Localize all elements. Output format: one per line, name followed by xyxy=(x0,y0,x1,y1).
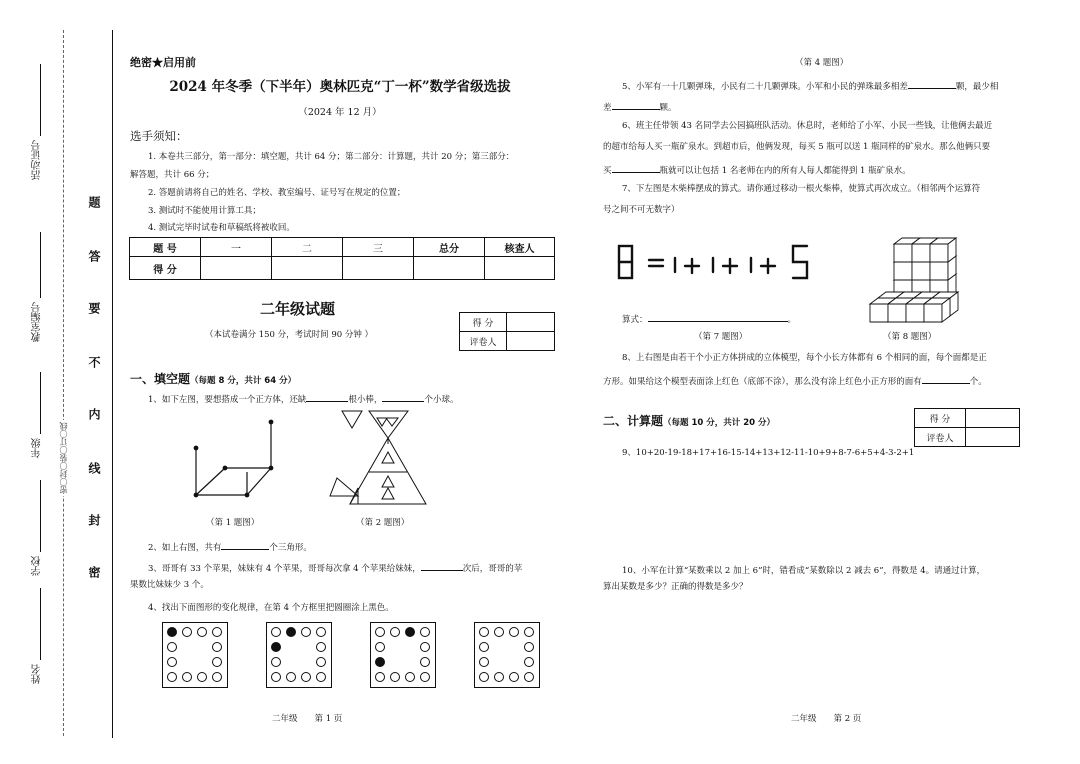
pattern-box xyxy=(162,622,228,688)
score-cell[interactable] xyxy=(272,257,343,280)
score-header-cell: 核查人 xyxy=(485,238,555,257)
score-header-cell: 一 xyxy=(201,238,272,257)
q2-text-b: 个三角形。 xyxy=(269,543,312,553)
score-row-label: 得 分 xyxy=(130,257,201,280)
q8-text-c: 个。 xyxy=(969,377,987,387)
score-header-cell: 总分 xyxy=(414,238,485,257)
formula-blank[interactable] xyxy=(648,312,788,322)
notice-title: 选手须知： xyxy=(130,129,188,143)
empty-circle xyxy=(316,672,326,682)
grade-line xyxy=(40,372,41,434)
q8-blank[interactable] xyxy=(922,374,970,384)
question-2 xyxy=(148,540,312,554)
paper-title: 二年级试题 xyxy=(260,300,336,318)
room-line xyxy=(40,232,41,298)
pattern-box xyxy=(266,622,332,688)
empty-circle xyxy=(420,642,430,652)
empty-circle xyxy=(212,672,222,682)
empty-circle[interactable] xyxy=(479,672,489,682)
school-label: 学校 xyxy=(32,556,43,576)
q3-text-b: 次后，哥哥的苹 xyxy=(462,564,523,574)
figure-8-cube-model xyxy=(866,236,966,328)
filled-circle xyxy=(167,627,177,637)
empty-circle xyxy=(197,672,207,682)
figure-1-sticks xyxy=(185,410,285,505)
q1-blank-2[interactable] xyxy=(382,392,424,402)
score-cell[interactable] xyxy=(414,257,485,280)
grader-score-label-2: 得 分 xyxy=(915,409,966,428)
empty-circle xyxy=(212,642,222,652)
page-2-footer: 二年级 第 2 页 xyxy=(791,714,862,724)
notice-1b: 解答题，共计 66 分； xyxy=(130,170,215,180)
empty-circle xyxy=(182,672,192,682)
secret-mark: 绝密★启用前 xyxy=(130,56,196,69)
no-answer-char-5: 内 xyxy=(87,408,101,420)
page-1-footer: 二年级 第 1 页 xyxy=(272,714,343,724)
empty-circle xyxy=(167,672,177,682)
question-6-line3 xyxy=(603,163,911,177)
room-label: 教室编号 xyxy=(32,302,43,342)
margin-divider xyxy=(112,30,113,738)
no-answer-char-7: 封 xyxy=(87,514,101,526)
q1-blank-1[interactable] xyxy=(306,392,348,402)
figure-4-caption: （第 4 题图） xyxy=(795,58,849,68)
q2-blank[interactable] xyxy=(221,540,269,550)
q5-blank-2[interactable] xyxy=(612,100,660,110)
empty-circle xyxy=(375,627,385,637)
empty-circle xyxy=(182,627,192,637)
q1-text-a: 1、如下左图，要想搭成一个正方体，还缺 xyxy=(148,395,307,405)
formula-line: 算式： 。 xyxy=(622,312,796,326)
question-4: 4、找出下面图形的变化规律，在第 4 个方框里把圆圈涂上黑色。 xyxy=(148,603,394,613)
figure-7-matchsticks xyxy=(615,242,815,284)
no-answer-char-1: 题 xyxy=(87,196,101,208)
q5-text-a: 5、小军有一十几颗弹珠，小民有二十几颗弹珠。小军和小民的弹珠最多相差 xyxy=(622,82,908,92)
question-7: 7、下左图是木柴棒摆成的算式。请你通过移动一根火柴棒，使算式再次成立。（相邻两个运算符 xyxy=(622,184,981,194)
empty-circle[interactable] xyxy=(509,672,519,682)
empty-circle xyxy=(375,642,385,652)
empty-circle xyxy=(420,627,430,637)
section1-heading xyxy=(130,370,296,387)
small-cube xyxy=(924,298,950,322)
empty-circle xyxy=(212,627,222,637)
empty-circle[interactable] xyxy=(524,627,534,637)
empty-circle[interactable] xyxy=(479,657,489,667)
grader-name-cell[interactable] xyxy=(507,332,555,351)
seal-line-text: 密〇封〇装〇订〇线 xyxy=(59,422,68,494)
empty-circle xyxy=(271,657,281,667)
figure-2-caption: （第 2 题图） xyxy=(356,518,410,528)
paper-subtitle: （本试卷满分 150 分，考试时间 90 分钟 ） xyxy=(205,330,374,340)
cert-label: 活动证号 xyxy=(32,140,43,180)
q1-text-b: 根小棒， xyxy=(348,395,383,405)
empty-circle xyxy=(375,672,385,682)
grader-box-2 xyxy=(914,408,1020,447)
figure-7-caption: （第 7 题图） xyxy=(694,332,748,342)
grade-label: 年级 xyxy=(32,438,43,458)
empty-circle[interactable] xyxy=(524,642,534,652)
figure-1-caption: （第 1 题图） xyxy=(206,518,260,528)
no-answer-char-8: 密 xyxy=(87,566,101,578)
empty-circle xyxy=(316,642,326,652)
section2-title: 二、计算题 xyxy=(603,414,664,428)
pattern-box xyxy=(370,622,436,688)
filled-circle xyxy=(286,627,296,637)
score-header-cell: 题 号 xyxy=(130,238,201,257)
empty-circle xyxy=(167,657,177,667)
grader-name-label-2: 评卷人 xyxy=(915,428,966,447)
q5-text-d: 颗。 xyxy=(659,103,677,113)
empty-circle xyxy=(286,672,296,682)
no-answer-char-6: 线 xyxy=(87,462,101,474)
empty-circle xyxy=(271,627,281,637)
q1-text-c: 个小球。 xyxy=(424,395,459,405)
empty-circle[interactable] xyxy=(494,672,504,682)
empty-circle xyxy=(390,627,400,637)
score-header-cell: 二 xyxy=(272,238,343,257)
empty-circle xyxy=(316,627,326,637)
name-line xyxy=(40,588,41,660)
name-field xyxy=(30,664,45,684)
grader-score-cell[interactable] xyxy=(507,313,555,332)
empty-circle xyxy=(167,642,177,652)
school-field xyxy=(30,556,45,576)
section1-note: （每题 8 分，共计 64 分） xyxy=(190,376,297,386)
score-table-row xyxy=(130,257,555,280)
school-line xyxy=(40,480,41,552)
empty-circle[interactable] xyxy=(509,627,519,637)
question-6: 6、班主任带领 43 名同学去公园搞班队活动。休息时，老师给了小军、小民一些钱，让他俩去最近 xyxy=(622,121,993,131)
q5-text-b: 颗，最少相 xyxy=(955,82,999,92)
grader-box-1 xyxy=(459,312,555,351)
empty-circle xyxy=(420,672,430,682)
q8-text-b: 方形。如果给这个模型表面涂上红色（底部不涂），那么没有涂上红色小正方形的面有 xyxy=(603,377,922,387)
empty-circle xyxy=(316,657,326,667)
empty-circle xyxy=(390,672,400,682)
question-8: 8、上右图是由若干个小正方体拼成的立体模型，每个小长方体都有 6 个相同的面，每个面都是正 xyxy=(622,353,987,363)
score-cell[interactable] xyxy=(201,257,272,280)
exam-date: （2024 年 12 月） xyxy=(298,107,382,118)
empty-circle xyxy=(212,657,222,667)
room-field xyxy=(30,302,45,342)
no-answer-char-4: 不 xyxy=(87,356,101,368)
grader-score-cell-2[interactable] xyxy=(966,409,1020,428)
empty-circle xyxy=(301,672,311,682)
empty-circle xyxy=(420,657,430,667)
notice-2: 2. 答题前请将自己的姓名、学校、教室编号、证号写在规定的位置； xyxy=(148,188,406,198)
pattern-box[interactable] xyxy=(474,622,540,688)
filled-circle xyxy=(375,657,385,667)
empty-circle[interactable] xyxy=(524,657,534,667)
score-table xyxy=(129,237,555,280)
figure-2-triangles xyxy=(322,408,432,508)
question-10-line2: 算出某数是多少？正确的得数是多少？ xyxy=(603,582,748,592)
empty-circle xyxy=(301,627,311,637)
empty-circle xyxy=(405,672,415,682)
question-10: 10、小军在计算“某数乘以 2 加上 6”时，错看成“某数除以 2 减去 6”，得数是 4。请通过计算， xyxy=(622,566,986,576)
filled-circle xyxy=(405,627,415,637)
grader-name-label: 评卷人 xyxy=(460,332,507,351)
grader-score-label: 得 分 xyxy=(460,313,507,332)
question-1 xyxy=(148,392,458,406)
q5-blank-1[interactable] xyxy=(908,79,956,89)
score-cell[interactable] xyxy=(485,257,555,280)
section1-title: 一、填空题 xyxy=(130,372,191,386)
q6-text-d: 瓶就可以让包括 1 名老师在内的所有人每人都能得到 1 瓶矿泉水。 xyxy=(659,166,911,176)
grader-name-cell-2[interactable] xyxy=(966,428,1020,447)
figure-8-caption: （第 8 题图） xyxy=(883,332,937,342)
q6-blank[interactable] xyxy=(612,163,660,173)
empty-circle xyxy=(271,672,281,682)
no-answer-char-3: 要 xyxy=(87,302,101,314)
section2-heading xyxy=(603,412,775,429)
score-header-cell: 三 xyxy=(343,238,414,257)
question-3 xyxy=(148,561,522,575)
empty-circle[interactable] xyxy=(494,627,504,637)
question-5-cont xyxy=(603,100,677,114)
q5-text-c: 差 xyxy=(603,103,612,113)
cert-line xyxy=(40,64,41,136)
seal-dashed-line xyxy=(63,30,64,736)
empty-circle[interactable] xyxy=(479,627,489,637)
question-3-cont: 果数比妹妹少 3 个。 xyxy=(130,580,209,590)
question-9: 9、10+20-19-18+17+16-15-14+13+12-11-10+9+8-7-6+5+4-3-2+1 xyxy=(622,448,915,458)
notice-4: 4. 测试完毕时试卷和草稿纸将被收回。 xyxy=(148,223,295,233)
section2-note: （每题 10 分，共计 20 分） xyxy=(663,418,776,428)
cert-field xyxy=(30,140,45,180)
small-cube xyxy=(930,238,956,262)
no-answer-char-2: 答 xyxy=(87,250,101,262)
score-table-header xyxy=(130,238,555,257)
question-8-line2 xyxy=(603,374,987,388)
q6-text-c: 买 xyxy=(603,166,612,176)
name-label: 姓名 xyxy=(32,664,43,684)
empty-circle[interactable] xyxy=(479,642,489,652)
question-6-line2: 的超市给每人买一瓶矿泉水。到超市后，他俩发现，每买 5 瓶可以送 1 瓶同样的矿泉水。那么他俩只要 xyxy=(603,142,991,152)
q2-text-a: 2、如上右图，共有 xyxy=(148,543,222,553)
question-7-line2: 号之间不可无数字） xyxy=(603,205,680,215)
q3-text-a: 3、哥哥有 33 个苹果，妹妹有 4 个苹果，哥哥每次拿 4 个苹果给妹妹， xyxy=(148,564,421,574)
empty-circle xyxy=(197,627,207,637)
q3-blank[interactable] xyxy=(421,561,463,571)
score-cell[interactable] xyxy=(343,257,414,280)
notice-3: 3. 测试时不能使用计算工具； xyxy=(148,206,261,216)
exam-title: 2024 年冬季（下半年）奥林匹克“丁一杯”数学省级选拔 xyxy=(169,79,511,95)
empty-circle[interactable] xyxy=(524,672,534,682)
filled-circle xyxy=(271,642,281,652)
formula-label: 算式： xyxy=(622,315,648,325)
notice-1: 1. 本卷共三部分，第一部分：填空题，共计 64 分；第二部分：计算题，共计 20 分；第三部分： xyxy=(148,152,515,162)
grade-field xyxy=(30,438,45,458)
question-5 xyxy=(622,79,998,93)
